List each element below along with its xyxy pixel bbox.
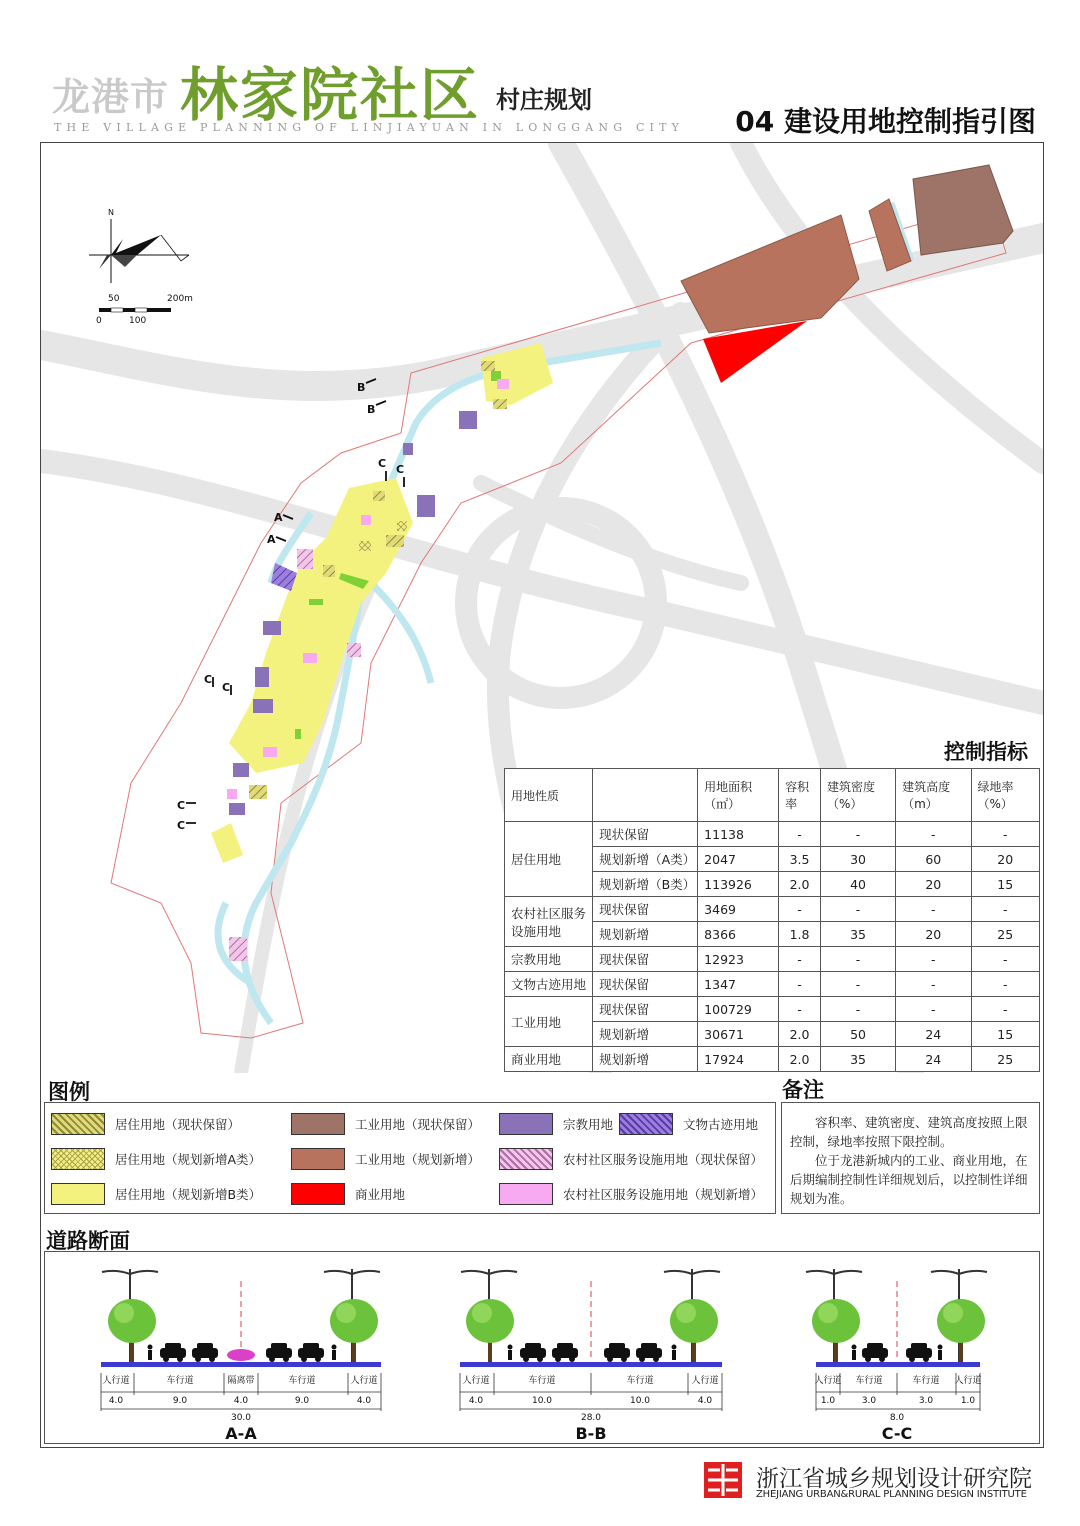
svg-text:人行道: 人行道 (350, 1376, 378, 1386)
road-sections-title: 道路断面 (46, 1229, 130, 1253)
scale-bar (96, 294, 193, 326)
svg-text:人行道: 人行道 (954, 1376, 982, 1386)
control-table-title: 控制指标 (944, 740, 1028, 764)
svg-text:4.0: 4.0 (233, 1396, 249, 1406)
institute-logo-icon (704, 1462, 742, 1498)
svg-text:28.0: 28.0 (580, 1413, 602, 1423)
legend-swatch (291, 1113, 345, 1135)
svg-text:隔离带: 隔离带 (227, 1376, 255, 1386)
legend-swatch (499, 1148, 553, 1170)
legend-item: 农村社区服务设施用地（规划新增） (499, 1183, 763, 1205)
marker-a1: A (274, 511, 283, 524)
svg-text:9.0: 9.0 (172, 1396, 188, 1406)
table-row: 宗教用地 现状保留 12923 - - - - (505, 947, 1040, 972)
notes (781, 1102, 1040, 1214)
legend-item: 居住用地（规划新增A类） (51, 1148, 261, 1170)
legend-item: 工业用地（现状保留） (291, 1113, 480, 1135)
marker-c2: C (396, 463, 405, 476)
svg-text:3.0: 3.0 (861, 1396, 877, 1406)
legend-swatch (499, 1113, 553, 1135)
marker-b2: B (367, 403, 376, 416)
marker-c5: C (177, 799, 186, 812)
legend-item: 文物古迹用地 (619, 1113, 758, 1135)
community-name: 林家院社区 (180, 61, 481, 129)
english-subtitle: THE VILLAGE PLANNING OF LINJIAYUAN IN LONGGANG CITY (54, 121, 685, 134)
legend-item: 商业用地 (291, 1183, 405, 1205)
svg-text:车行道: 车行道 (912, 1376, 940, 1386)
legend-item: 工业用地（规划新增） (291, 1148, 480, 1170)
table-row: 商业用地 规划新增 17924 2.0 35 24 25 (505, 1047, 1040, 1072)
svg-text:A-A: A-A (225, 1424, 257, 1443)
north-arrow (89, 208, 189, 283)
svg-text:4.0: 4.0 (356, 1396, 372, 1406)
svg-text:车行道: 车行道 (166, 1376, 194, 1386)
legend (44, 1102, 776, 1214)
plan-suffix: 村庄规划 (496, 86, 592, 114)
legend-item: 居住用地（现状保留） (51, 1113, 240, 1135)
svg-text:C-C: C-C (881, 1424, 913, 1443)
industrial-existing (913, 165, 1013, 255)
svg-text:人行道: 人行道 (102, 1376, 130, 1386)
svg-text:车行道: 车行道 (288, 1376, 316, 1386)
svg-text:4.0: 4.0 (468, 1396, 484, 1406)
svg-text:1.0: 1.0 (820, 1396, 836, 1406)
svg-text:人行道: 人行道 (814, 1376, 842, 1386)
legend-item: 农村社区服务设施用地（现状保留） (499, 1148, 763, 1170)
table-row: 规划新增（B类） 113926 2.0 40 20 15 (505, 872, 1040, 897)
svg-text:4.0: 4.0 (697, 1396, 713, 1406)
road-sections-drawing (44, 1251, 1040, 1444)
marker-a2: A (267, 533, 276, 546)
note-paragraph: 位于龙港新城内的工业、商业用地，在后期编制控制性详细规划后，以控制性详细规划为准。 (790, 1153, 1028, 1206)
section-a-a (101, 1269, 381, 1443)
legend-swatch (51, 1183, 105, 1205)
svg-text:车行道: 车行道 (528, 1376, 556, 1386)
table-header-row: 用地性质 用地面积（㎡） 容积率 建筑密度（%） 建筑高度（m） 绿地率（%） (505, 769, 1040, 822)
svg-text:50: 50 (108, 294, 120, 304)
legend-swatch (51, 1148, 105, 1170)
legend-title: 图例 (48, 1080, 90, 1104)
table-row: 文物古迹用地 现状保留 1347 - - - - (505, 972, 1040, 997)
svg-text:10.0: 10.0 (531, 1396, 553, 1406)
svg-text:10.0: 10.0 (629, 1396, 651, 1406)
svg-text:4.0: 4.0 (108, 1396, 124, 1406)
svg-text:B-B: B-B (575, 1424, 607, 1443)
svg-text:8.0: 8.0 (889, 1413, 905, 1423)
section-b-b (460, 1269, 722, 1443)
legend-swatch (291, 1183, 345, 1205)
legend-swatch (51, 1113, 105, 1135)
industrial-new-a (681, 215, 859, 333)
notes-title: 备注 (782, 1078, 824, 1102)
table-row: 规划新增（A类） 2047 3.5 30 60 20 (505, 847, 1040, 872)
svg-text:3.0: 3.0 (918, 1396, 934, 1406)
table-row: 规划新增 8366 1.8 35 20 25 (505, 922, 1040, 947)
legend-item: 居住用地（规划新增B类） (51, 1183, 261, 1205)
marker-c6: C (177, 819, 186, 832)
legend-swatch (499, 1183, 553, 1205)
institute-name-en: ZHEJIANG URBAN&RURAL PLANNING DESIGN INSTITUTE (756, 1489, 1027, 1500)
legend-item: 宗教用地 (499, 1113, 613, 1135)
svg-text:0: 0 (96, 316, 102, 326)
svg-text:9.0: 9.0 (294, 1396, 310, 1406)
section-c-c (806, 1269, 987, 1443)
sheet-title: 04 建设用地控制指引图 (735, 105, 1036, 138)
table-row: 农村社区服务设施用地 现状保留 3469 - - - - (505, 897, 1040, 922)
svg-text:100: 100 (129, 316, 147, 326)
legend-swatch (291, 1148, 345, 1170)
north-label: N (108, 208, 114, 217)
svg-text:1.0: 1.0 (960, 1396, 976, 1406)
table-row: 规划新增 30671 2.0 50 24 15 (505, 1022, 1040, 1047)
svg-text:30.0: 30.0 (230, 1413, 252, 1423)
institute-name-cn: 浙江省城乡规划设计研究院 (756, 1466, 1032, 1492)
marker-b1: B (357, 381, 366, 394)
table-row: 居住用地 现状保留 11138 - - - - (505, 822, 1040, 847)
marker-c3: C (204, 673, 213, 686)
city-name: 龙港市 (52, 75, 170, 119)
legend-swatch (619, 1113, 673, 1135)
svg-text:车行道: 车行道 (626, 1376, 654, 1386)
control-index-table (504, 768, 1040, 1072)
marker-c4: C (222, 681, 231, 694)
svg-text:200m: 200m (167, 294, 193, 304)
note-paragraph: 容积率、建筑密度、建筑高度按照上限控制，绿地率按照下限控制。 (790, 1115, 1028, 1149)
svg-text:人行道: 人行道 (462, 1376, 490, 1386)
table-row: 工业用地 现状保留 100729 - - - - (505, 997, 1040, 1022)
marker-c1: C (378, 457, 387, 470)
svg-text:车行道: 车行道 (855, 1376, 883, 1386)
svg-text:人行道: 人行道 (691, 1376, 719, 1386)
